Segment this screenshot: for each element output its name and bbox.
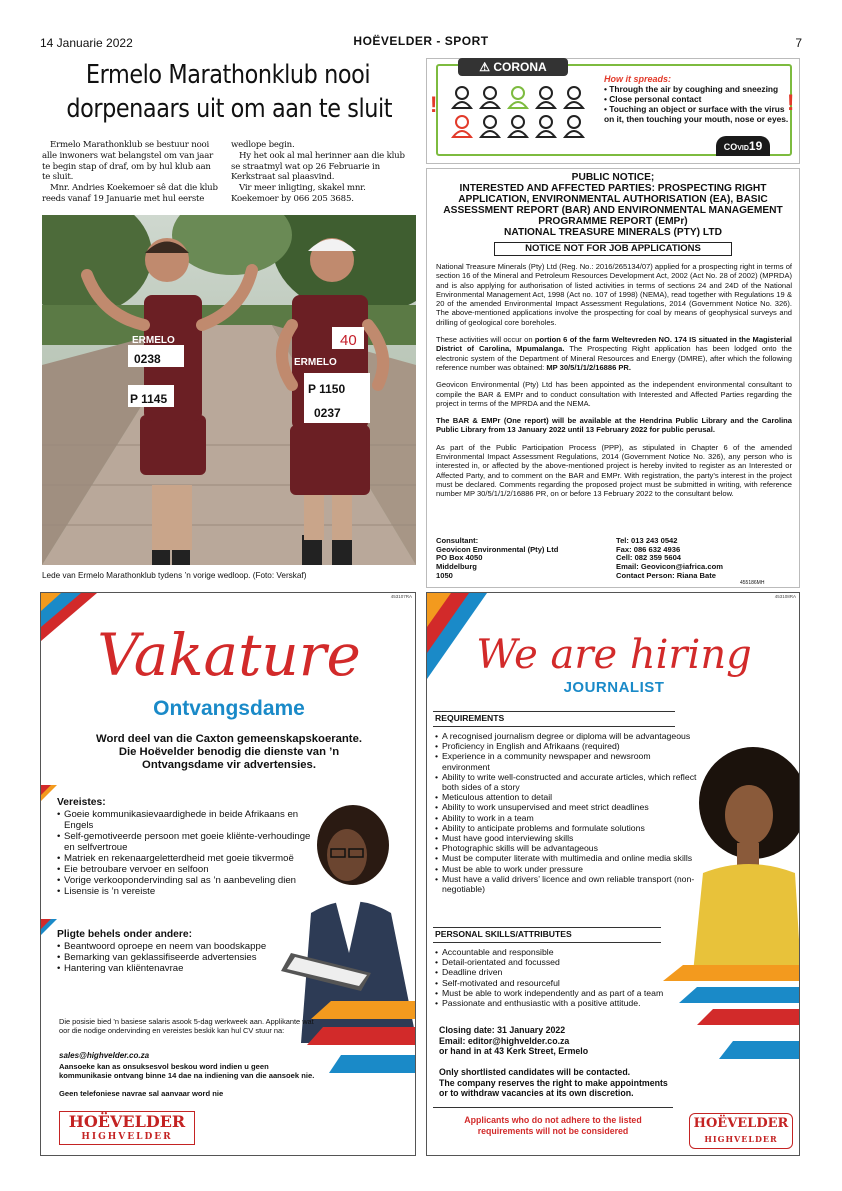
list-item: • Eie betroubare vervoer en selfoon (57, 864, 319, 875)
list-item: • Beantwoord oproepe en neem van boodskappe (57, 941, 277, 952)
skills-title: PERSONAL SKILLS/ATTRIBUTES (435, 929, 572, 939)
divider (433, 726, 675, 727)
bib-right-top: 40 (340, 332, 357, 349)
exclamation-icon: ! (430, 92, 438, 117)
vacancy-ad-receptionist (40, 592, 416, 1156)
page-date: 14 Januarie 2022 (40, 36, 133, 50)
article-column-1 (42, 140, 218, 205)
article-paragraph: Hy het ook al mal herinner aan die klub se straatmyl wat op 26 Februarie in Kerkstraat sal plaasvind. (231, 150, 405, 183)
ad-ref: 453107RA (390, 594, 412, 599)
corona-point: • Close personal contact (604, 94, 702, 104)
headline-line-2: dorpenaars uit om aan te sluit (66, 94, 393, 124)
corona-label: ⚠ CORONA (458, 58, 568, 76)
notice-paragraph: Geovicon Environmental (Pty) Ltd has been appointed as the independent environmental consultant to compile the BAR & EMPr and to conduct consultation with Interested and Affected Parties regarding the project in terms of the MPRDA and the NEMA. (436, 380, 792, 408)
list-item: • Must have a valid drivers’ licence and own reliable transport (non-negotiable) (435, 874, 697, 894)
salary-text: Die posisie bied ’n basiese salaris asook 5-dag werkweek aan. Applikante wat oor die nodige ondervinding en vereistes beskik kan hul CV stuur na: (59, 1017, 314, 1035)
ad-title: We are hiring (476, 632, 752, 678)
list-item: • Detail-orientated and focussed (435, 957, 707, 967)
article-paragraph: Mnr. Andries Koekemoer sê dat die klub reeds vanaf 19 Januarie met hul eerste (42, 183, 218, 204)
bib-left-tag: P 1145 (130, 392, 168, 406)
people-icons (450, 84, 590, 140)
corona-point: • Touching an object or surface with the virus on it, then touching your mouth, nose or eyes. (604, 104, 789, 124)
photo-caption: Lede van Ermelo Marathonklub tydens ’n vorige wedloop. (Foto: Verskaf) (42, 571, 307, 580)
requirements-title: Vereistes: (57, 797, 106, 808)
duties-title: Pligte behels onder andere: (57, 929, 193, 940)
list-item: • Must have good interviewing skills (435, 833, 697, 843)
list-item: • Hantering van kliëntenavrae (57, 963, 277, 974)
ad-title: Vakature (97, 621, 361, 689)
list-item: • Must be able to work under pressure (435, 864, 697, 874)
corona-list (604, 84, 790, 124)
no-calls-note: Geen telefoniese navrae sal aanvaar word nie (59, 1089, 224, 1098)
article-headline (66, 58, 393, 126)
covid-badge: COVID19 (716, 136, 770, 156)
notice-contact: Consultant: Geovicon Environmental (Pty) Ltd PO Box 4050 Middelburg 1050 Tel: 013 243 0542 Fax: 086 632 4936 Cell: 082 359 5604 Email: Geovicon@iafrica.com Contact Person: Riana Bate (436, 536, 724, 580)
journalist-photo (683, 743, 800, 973)
divider (433, 927, 661, 928)
vacancy-ad-journalist (426, 592, 800, 1156)
section-marker (41, 785, 57, 801)
divider (433, 942, 661, 943)
list-item: • Meticulous attention to detail (435, 792, 697, 802)
exclamation-icon: ! (787, 90, 795, 115)
closing-info: Closing date: 31 January 2022 Email: editor@highvelder.co.za or hand in at 43 Kerk Street, Ermelo (439, 1025, 589, 1056)
duties-list (57, 941, 277, 974)
list-item: • Deadline driven (435, 967, 707, 977)
article-paragraph: Vir meer inligting, skakel mnr. Koekemoer by 066 205 3685. (231, 183, 366, 204)
hoevelder-logo: HOËVELDER HIGHVELDER (59, 1111, 195, 1145)
list-item: • Self-motivated and resourceful (435, 978, 707, 988)
warning-icon: ⚠ (479, 60, 494, 74)
bib-right-tag: P 1150 (308, 382, 346, 396)
divider (433, 711, 675, 712)
notice-heading: PUBLIC NOTICE; INTERESTED AND AFFECTED PARTIES: PROSPECTING RIGHT APPLICATION, ENVIRONMENTAL AUTHORISATION (EA), BASIC ASSESSMENT REPORT (BAR) AND ENVIRONMENTAL MANAGEMENT PROGRAMME REPORT (EMPr) NATIONAL TREASURE MINERALS (PTY) LTD (443, 172, 783, 238)
headline-line-1: Ermelo Marathonklub nooi (85, 60, 371, 90)
shortlist-info: Only shortlisted candidates will be contacted. The company reserves the right to make appointments or to withdraw vacancies at its own discretion. (439, 1067, 668, 1098)
list-item: • Matriek en rekenaargeletterdheid met goeie tikvermoë (57, 853, 319, 864)
email-link[interactable]: Email: editor@highvelder.co.za (439, 1035, 570, 1046)
notice-not-for-jobs: NOTICE NOT FOR JOB APPLICATIONS (494, 242, 732, 256)
article-paragraph: Ermelo Marathonklub se bestuur nooi alle inwoners wat belangstel om van jaar te begin stap of draf, om by hul klub aan te sluit. (42, 140, 214, 183)
article-paragraph: wedlope begin. (231, 140, 295, 150)
requirements-title: REQUIREMENTS (435, 713, 505, 723)
notice-ref: 455186MH (740, 580, 765, 586)
decor-stripes (307, 1001, 416, 1111)
notice-paragraph: The BAR & EMPr (One report) will be available at the Hendrina Public Library and the Carolina Public Library from 13 January 2022 until 13 February 2022 for public perusal. (436, 416, 792, 435)
hoevelder-logo: HOËVELDER HIGHVELDER (689, 1113, 793, 1149)
list-item: • Ability to work unsupervised and meet strict deadlines (435, 802, 697, 812)
ad-subtitle: JOURNALIST (563, 679, 665, 696)
section-marker (41, 919, 57, 935)
corona-spread-title: How it spreads: (604, 74, 672, 84)
list-item: • Self-gemotiveerde persoon met goeie kliënte-verhoudinge en selfvertroue (57, 831, 319, 853)
email-link[interactable]: sales@highvelder.co.za (59, 1051, 150, 1060)
list-item: • Lisensie is ’n vereiste (57, 886, 319, 897)
list-item: • Experience in a community newspaper and newsroom environment (435, 751, 697, 771)
list-item: • A recognised journalism degree or diploma will be advantageous (435, 731, 697, 741)
corona-point: • Through the air by coughing and sneezing (604, 84, 779, 94)
bib-left-number: 0238 (134, 352, 161, 366)
notice-paragraph: As part of the Public Participation Process (PPP), as stipulated in Chapter 6 of the amended Environmental Impact Assessment Regulations, 2014 (Government Notice No. 326), any person who is interested in, or affected by the above-mentioned project is hereby invited to register as an Interested or Affected Party, and to comment on the BAR and EMPr. With registration, the party’s interest in the project must be declared. Comments regarding the proposed project must be submitted in writing, with reference number MP 30/5/1/1/2/16886 PR, on or before 13 February 2022 to the consultant below. (436, 442, 792, 499)
divider (433, 1107, 673, 1108)
notice-paragraph: National Treasure Minerals (Pty) Ltd (Reg. No.: 2016/265134/07) applied for a prospecting right in terms of section 16 of the Mineral and Petroleum Resources Development Act, 2002 (Act No. 28 of 2002) (MPRDA) and is also applying for authorisation of listed activities in terms of sections 24 and 24D of the National Environmental Management Act, 1998 (Act no. 107 of 1998) (NEMA), read together with Regulations 19 & 20 of the amended Environmental Impact Assessment Regulations, 2014 (Government Notice No. 326). The above-mentioned applications involve the prospecting for coal by means of geophysical surveys and drilling of geological core boreholes. (436, 262, 792, 327)
article-photo (42, 215, 416, 565)
section-title: HOËVELDER - SPORT (353, 34, 489, 48)
warning-text: Applicants who do not adhere to the listed requirements will not be considered (464, 1115, 642, 1136)
list-item: • Accountable and responsible (435, 947, 707, 957)
list-item: • Photographic skills will be advantageous (435, 843, 697, 853)
application-note: Aansoeke kan as onsuksesvol beskou word indien u geen kommunikasie ontvang binne 14 dae na indiening van die aansoek nie. (59, 1062, 315, 1080)
bib-right-club: ERMELO (294, 357, 337, 368)
list-item: • Goeie kommunikasievaardighede in beide Afrikaans en Engels (57, 809, 319, 831)
ad-subtitle: Ontvangsdame (153, 697, 305, 720)
bib-left-club: ERMELO (132, 335, 175, 346)
list-item: • Vorige verkoopondervinding sal as ’n aanbeveling dien (57, 875, 319, 886)
list-item: • Must be computer literate with multimedia and online media skills (435, 853, 697, 863)
ad-intro: Word deel van die Caxton gemeenskapskoerante. Die Hoëvelder benodig die dienste van ’n Ontvangsdame vir advertensies. (96, 733, 362, 771)
article-column-2 (231, 140, 407, 205)
ad-ref: 453108RA (774, 594, 796, 599)
list-item: • Passionate and enthusiastic with a positive attitude. (435, 998, 707, 1008)
skills-list (435, 947, 707, 1008)
list-item: • Proficiency in English and Afrikaans (required) (435, 741, 697, 751)
bib-right-number: 0237 (314, 406, 341, 420)
list-item: • Ability to write well-constructed and accurate articles, which reflect both sides of a story (435, 772, 697, 792)
list-item: • Ability to anticipate problems and formulate solutions (435, 823, 697, 833)
list-item: • Ability to work in a team (435, 813, 697, 823)
list-item: • Bemarking van geklassifiseerde advertensies (57, 952, 277, 963)
page-number: 7 (795, 36, 802, 50)
notice-body (436, 262, 792, 507)
notice-paragraph: These activities will occur on portion 6 of the farm Weltevreden NO. 174 IS situated in the Magisterial District of Carolina, Mpumalanga. The Prospecting Right application has been lodged onto the electronic system of the Department of Mineral Resources and Energy (DMRE), after which the following reference number was obtained: MP 30/5/1/1/2/16886 PR. (436, 335, 792, 372)
requirements-list (435, 731, 697, 894)
list-item: • Must be able to work independently and as part of a team (435, 988, 707, 998)
